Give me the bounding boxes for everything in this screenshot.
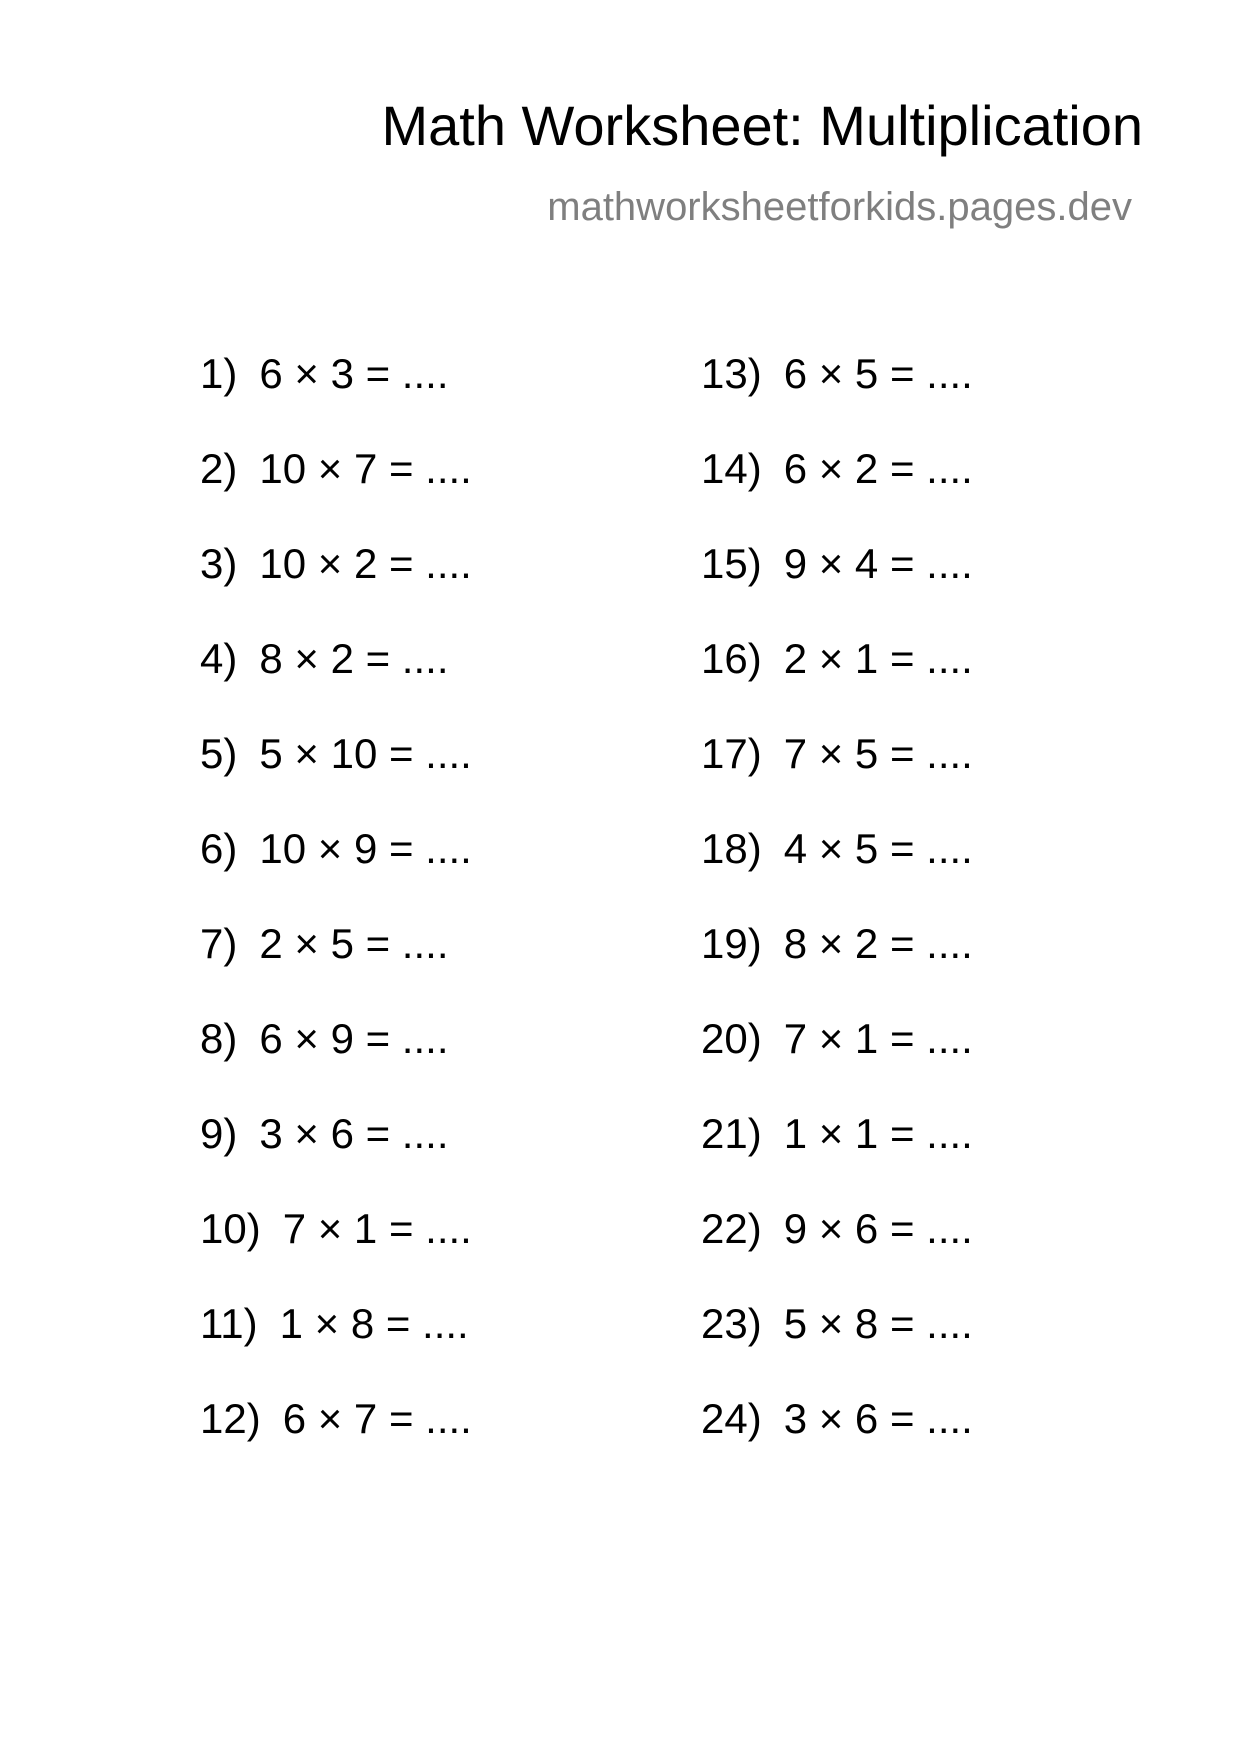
problem-number: 22) xyxy=(701,1205,762,1252)
problem-item xyxy=(701,635,973,730)
problem-expression: 3 × 6 = .... xyxy=(259,1110,449,1157)
problem-number: 14) xyxy=(701,445,762,492)
problem-number: 1) xyxy=(200,350,238,397)
problem-number: 13) xyxy=(701,350,762,397)
problem-expression: 2 × 5 = .... xyxy=(259,920,449,967)
problem-item xyxy=(200,1300,472,1395)
problem-number: 21) xyxy=(701,1110,762,1157)
problem-expression: 1 × 1 = .... xyxy=(783,1110,973,1157)
problem-item xyxy=(701,730,973,825)
problem-item xyxy=(701,825,973,920)
problem-expression: 9 × 6 = .... xyxy=(783,1205,973,1252)
problem-expression: 5 × 10 = .... xyxy=(259,730,472,777)
problem-item xyxy=(200,635,472,730)
problem-number: 15) xyxy=(701,540,762,587)
problem-expression: 6 × 9 = .... xyxy=(259,1015,449,1062)
problem-expression: 10 × 9 = .... xyxy=(259,825,472,872)
problem-number: 11) xyxy=(200,1300,258,1347)
problem-expression: 2 × 1 = .... xyxy=(783,635,973,682)
problem-number: 24) xyxy=(701,1395,762,1442)
problem-number: 5) xyxy=(200,730,238,777)
problem-number: 4) xyxy=(200,635,238,682)
problem-item xyxy=(701,1015,973,1110)
problem-number: 8) xyxy=(200,1015,238,1062)
problem-expression: 10 × 2 = .... xyxy=(259,540,472,587)
problem-item xyxy=(200,920,472,1015)
problem-item xyxy=(200,730,472,825)
problem-item xyxy=(701,1205,973,1300)
problem-number: 3) xyxy=(200,540,238,587)
problem-expression: 7 × 1 = .... xyxy=(282,1205,472,1252)
problem-number: 7) xyxy=(200,920,238,967)
problem-expression: 6 × 7 = .... xyxy=(282,1395,472,1442)
problem-column-left xyxy=(200,350,472,1490)
problem-item xyxy=(200,1395,472,1490)
problem-number: 17) xyxy=(701,730,762,777)
problem-number: 2) xyxy=(200,445,238,492)
problem-number: 6) xyxy=(200,825,238,872)
problem-number: 19) xyxy=(701,920,762,967)
problem-expression: 4 × 5 = .... xyxy=(783,825,973,872)
problem-number: 9) xyxy=(200,1110,238,1157)
problem-item xyxy=(200,445,472,540)
problem-item xyxy=(200,540,472,635)
problem-item xyxy=(200,1015,472,1110)
problem-expression: 8 × 2 = .... xyxy=(259,635,449,682)
problem-number: 16) xyxy=(701,635,762,682)
problem-expression: 10 × 7 = .... xyxy=(259,445,472,492)
problem-expression: 1 × 8 = .... xyxy=(279,1300,469,1347)
problem-number: 10) xyxy=(200,1205,261,1252)
problem-item xyxy=(200,1205,472,1300)
problem-item xyxy=(200,1110,472,1205)
problem-item xyxy=(701,540,973,635)
problem-item xyxy=(200,350,472,445)
problem-number: 12) xyxy=(200,1395,261,1442)
problem-expression: 6 × 3 = .... xyxy=(259,350,449,397)
problem-expression: 5 × 8 = .... xyxy=(783,1300,973,1347)
problem-number: 23) xyxy=(701,1300,762,1347)
problem-number: 20) xyxy=(701,1015,762,1062)
problem-item xyxy=(701,1110,973,1205)
worksheet-source-url: mathworksheetforkids.pages.dev xyxy=(547,185,1132,229)
problem-expression: 6 × 5 = .... xyxy=(783,350,973,397)
problem-expression: 7 × 1 = .... xyxy=(783,1015,973,1062)
problem-expression: 6 × 2 = .... xyxy=(783,445,973,492)
problem-item xyxy=(701,1300,973,1395)
problem-item xyxy=(701,1395,973,1490)
worksheet-title: Math Worksheet: Multiplication xyxy=(381,94,1143,157)
problem-item xyxy=(701,920,973,1015)
problem-item xyxy=(200,825,472,920)
problem-expression: 7 × 5 = .... xyxy=(783,730,973,777)
problem-expression: 9 × 4 = .... xyxy=(783,540,973,587)
problem-item xyxy=(701,350,973,445)
problem-column-right xyxy=(701,350,973,1490)
problem-expression: 8 × 2 = .... xyxy=(783,920,973,967)
problem-expression: 3 × 6 = .... xyxy=(783,1395,973,1442)
problem-item xyxy=(701,445,973,540)
problem-number: 18) xyxy=(701,825,762,872)
